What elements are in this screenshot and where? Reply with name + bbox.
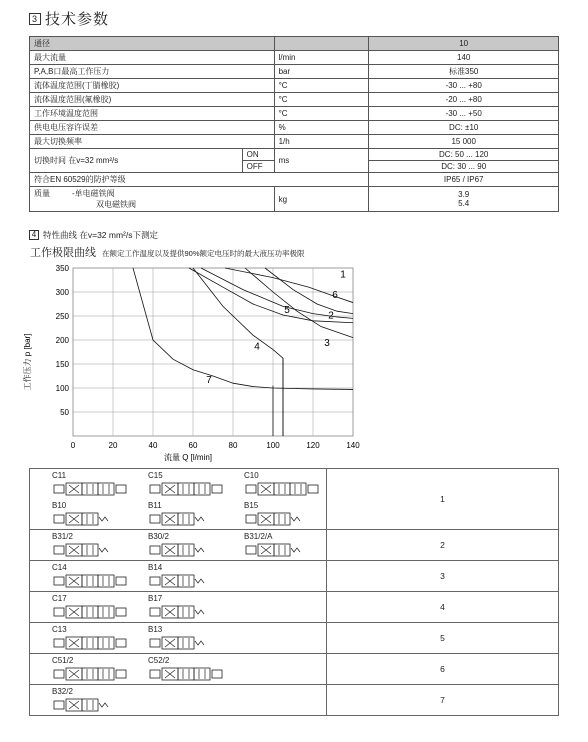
symbol-row — [30, 592, 559, 623]
spec-value: 标准350 — [369, 65, 559, 79]
valve-symbol — [52, 687, 130, 713]
x-tick-label: 40 — [148, 441, 158, 450]
spec-label: 最大切换频率 — [30, 135, 275, 149]
valve-schematic-icon — [52, 604, 130, 620]
valve-code: C52/2 — [148, 656, 170, 665]
spec-value: 140 — [369, 51, 559, 65]
spec-row — [30, 37, 559, 51]
spec-unit: ms — [274, 149, 369, 173]
section-number: 3 — [29, 13, 41, 25]
valve-code: C15 — [148, 471, 163, 480]
spec-label — [30, 187, 275, 212]
y-tick-label: 150 — [55, 360, 69, 369]
series-label: 1 — [340, 269, 346, 281]
valve-symbol — [52, 471, 130, 497]
x-tick-label: 20 — [108, 441, 118, 450]
symbol-cell — [30, 654, 327, 685]
valve-code: C10 — [244, 471, 259, 480]
y-axis-label: 工作压力 p [bar] — [23, 333, 32, 391]
valve-symbol — [244, 501, 322, 527]
curve-number: 7 — [327, 685, 559, 716]
y-tick-label: 300 — [55, 288, 69, 297]
spec-unit: l/min — [274, 51, 369, 65]
x-axis-label: 流量 Q [l/min] — [163, 453, 213, 462]
spec-label: 符合EN 60529的防护等级 — [30, 173, 369, 187]
series-label: 4 — [254, 341, 260, 353]
symbol-row — [30, 685, 559, 716]
spec-value — [369, 187, 559, 212]
y-tick-label: 50 — [60, 408, 69, 417]
valve-symbol — [52, 594, 130, 620]
valve-code: B30/2 — [148, 532, 169, 541]
valve-schematic-icon — [52, 511, 130, 527]
spec-value: DC: 50 ... 120 — [369, 149, 559, 161]
symbol-row — [30, 654, 559, 685]
valve-symbol — [52, 656, 130, 682]
spec-label: 切换时间 在v=32 mm²/s — [30, 149, 243, 173]
x-tick-label: 80 — [228, 441, 238, 450]
valve-symbol — [148, 501, 226, 527]
series-label: 7 — [206, 375, 212, 387]
valve-schematic-icon — [52, 542, 130, 558]
spec-unit: °C — [274, 79, 369, 93]
spec-unit: kg — [274, 187, 369, 212]
symbol-row — [30, 469, 559, 530]
spec-value: -20 ... +80 — [369, 93, 559, 107]
valve-schematic-icon — [52, 666, 130, 682]
section-4-heading — [29, 229, 158, 241]
spec-unit: bar — [274, 65, 369, 79]
series-label: 5 — [284, 305, 290, 317]
valve-code: B31/2 — [52, 532, 73, 541]
spec-value: DC: 30 ... 90 — [369, 161, 559, 173]
spec-value: 15 000 — [369, 135, 559, 149]
valve-schematic-icon — [244, 511, 322, 527]
y-tick-label: 350 — [55, 264, 69, 273]
curve-number: 2 — [327, 530, 559, 561]
symbol-cell — [30, 469, 327, 530]
section-3-heading — [29, 8, 109, 29]
spec-off: OFF — [242, 161, 274, 173]
chart-title: 工作极限曲线 — [30, 247, 96, 259]
symbol-cell — [30, 592, 327, 623]
spec-label: 最大流量 — [30, 51, 275, 65]
symbol-row — [30, 561, 559, 592]
series-label: 3 — [324, 337, 330, 349]
valve-schematic-icon — [244, 542, 322, 558]
valve-symbol — [148, 563, 226, 589]
y-tick-label: 100 — [55, 384, 69, 393]
spec-row — [30, 107, 559, 121]
valve-symbol — [148, 594, 226, 620]
spec-table — [29, 36, 559, 212]
symbol-cell — [30, 530, 327, 561]
spec-value: DC: ±10 — [369, 121, 559, 135]
series-label: 6 — [332, 290, 338, 302]
spec-unit: °C — [274, 93, 369, 107]
spec-row — [30, 149, 559, 161]
spec-row — [30, 121, 559, 135]
spec-value: 10 — [369, 37, 559, 51]
valve-code: C13 — [52, 625, 67, 634]
spec-row — [30, 173, 559, 187]
valve-code: C17 — [52, 594, 67, 603]
valve-symbol — [148, 625, 226, 651]
y-tick-label: 250 — [55, 312, 69, 321]
valve-code: B17 — [148, 594, 163, 603]
valve-symbol — [52, 532, 130, 558]
valve-symbol — [52, 563, 130, 589]
valve-symbol — [148, 532, 226, 558]
symbol-cell — [30, 561, 327, 592]
valve-schematic-icon — [148, 635, 226, 651]
spec-row — [30, 65, 559, 79]
spec-label: 流体温度范围(丁腈橡胶) — [30, 79, 275, 93]
spec-value: -30 ... +50 — [369, 107, 559, 121]
valve-schematic-icon — [148, 481, 226, 497]
spec-label: 通径 — [30, 37, 275, 51]
curve-number: 1 — [327, 469, 559, 530]
mass-label: 质量 — [34, 189, 50, 198]
spec-row — [30, 51, 559, 65]
x-tick-label: 140 — [346, 441, 360, 450]
valve-code: B14 — [148, 563, 163, 572]
valve-code: C11 — [52, 471, 67, 480]
valve-schematic-icon — [244, 481, 322, 497]
curve-number: 6 — [327, 654, 559, 685]
valve-code: B13 — [148, 625, 163, 634]
valve-schematic-icon — [148, 573, 226, 589]
valve-symbol — [244, 532, 322, 558]
spec-row — [30, 79, 559, 93]
mass-single: -单电磁铁阀 — [72, 189, 115, 198]
curve-number: 4 — [327, 592, 559, 623]
x-tick-label: 120 — [306, 441, 320, 450]
operating-limit-chart — [20, 256, 365, 466]
spec-label: 流体温度范围(氟橡胶) — [30, 93, 275, 107]
valve-code: B31/2/A — [244, 532, 273, 541]
spec-unit: 1/h — [274, 135, 369, 149]
valve-code: B10 — [52, 501, 67, 510]
symbol-cell — [30, 623, 327, 654]
valve-code: C14 — [52, 563, 67, 572]
valve-code: B32/2 — [52, 687, 73, 696]
valve-symbol — [52, 625, 130, 651]
valve-schematic-icon — [148, 542, 226, 558]
spec-unit: °C — [274, 107, 369, 121]
valve-schematic-icon — [52, 573, 130, 589]
x-tick-label: 60 — [188, 441, 198, 450]
symbol-row — [30, 530, 559, 561]
symbol-row — [30, 623, 559, 654]
spec-row — [30, 135, 559, 149]
symbol-cell — [30, 685, 327, 716]
section-title: 特性曲线 在v=32 mm²/s下测定 — [43, 230, 158, 240]
spec-unit — [274, 37, 369, 51]
spec-on: ON — [242, 149, 274, 161]
mass-single-value: 3.9 — [458, 190, 470, 199]
spec-value: -30 ... +80 — [369, 79, 559, 93]
spec-value: IP65 / IP67 — [369, 173, 559, 187]
spec-row — [30, 93, 559, 107]
section-title: 技术参数 — [45, 11, 110, 28]
valve-schematic-icon — [52, 635, 130, 651]
section-number: 4 — [29, 230, 39, 240]
spec-label: P,A,B口最高工作压力 — [30, 65, 275, 79]
mass-double-value: 5.4 — [458, 199, 470, 208]
spec-row — [30, 187, 559, 212]
spec-label: 供电电压容许误差 — [30, 121, 275, 135]
spec-unit: % — [274, 121, 369, 135]
valve-code: B11 — [148, 501, 162, 510]
valve-schematic-icon — [52, 481, 130, 497]
valve-symbol — [148, 471, 226, 497]
valve-symbol — [244, 471, 322, 497]
valve-symbol — [52, 501, 130, 527]
valve-code: C51/2 — [52, 656, 74, 665]
y-tick-label: 200 — [55, 336, 69, 345]
valve-symbol — [148, 656, 226, 682]
valve-schematic-icon — [148, 604, 226, 620]
curve-number: 3 — [327, 561, 559, 592]
series-label: 2 — [328, 310, 334, 322]
x-tick-label: 100 — [266, 441, 280, 450]
symbol-table — [29, 468, 559, 716]
valve-code: B15 — [244, 501, 259, 510]
valve-schematic-icon — [148, 511, 226, 527]
valve-schematic-icon — [52, 697, 130, 713]
valve-schematic-icon — [148, 666, 226, 682]
spec-label: 工作环境温度范围 — [30, 107, 275, 121]
mass-double: 双电磁铁阀 — [96, 200, 136, 209]
curve-number: 5 — [327, 623, 559, 654]
x-tick-label: 0 — [70, 441, 76, 450]
chart-subtitle: 在额定工作温度以及提供90%额定电压时的最大液压功率极限 — [102, 249, 305, 258]
